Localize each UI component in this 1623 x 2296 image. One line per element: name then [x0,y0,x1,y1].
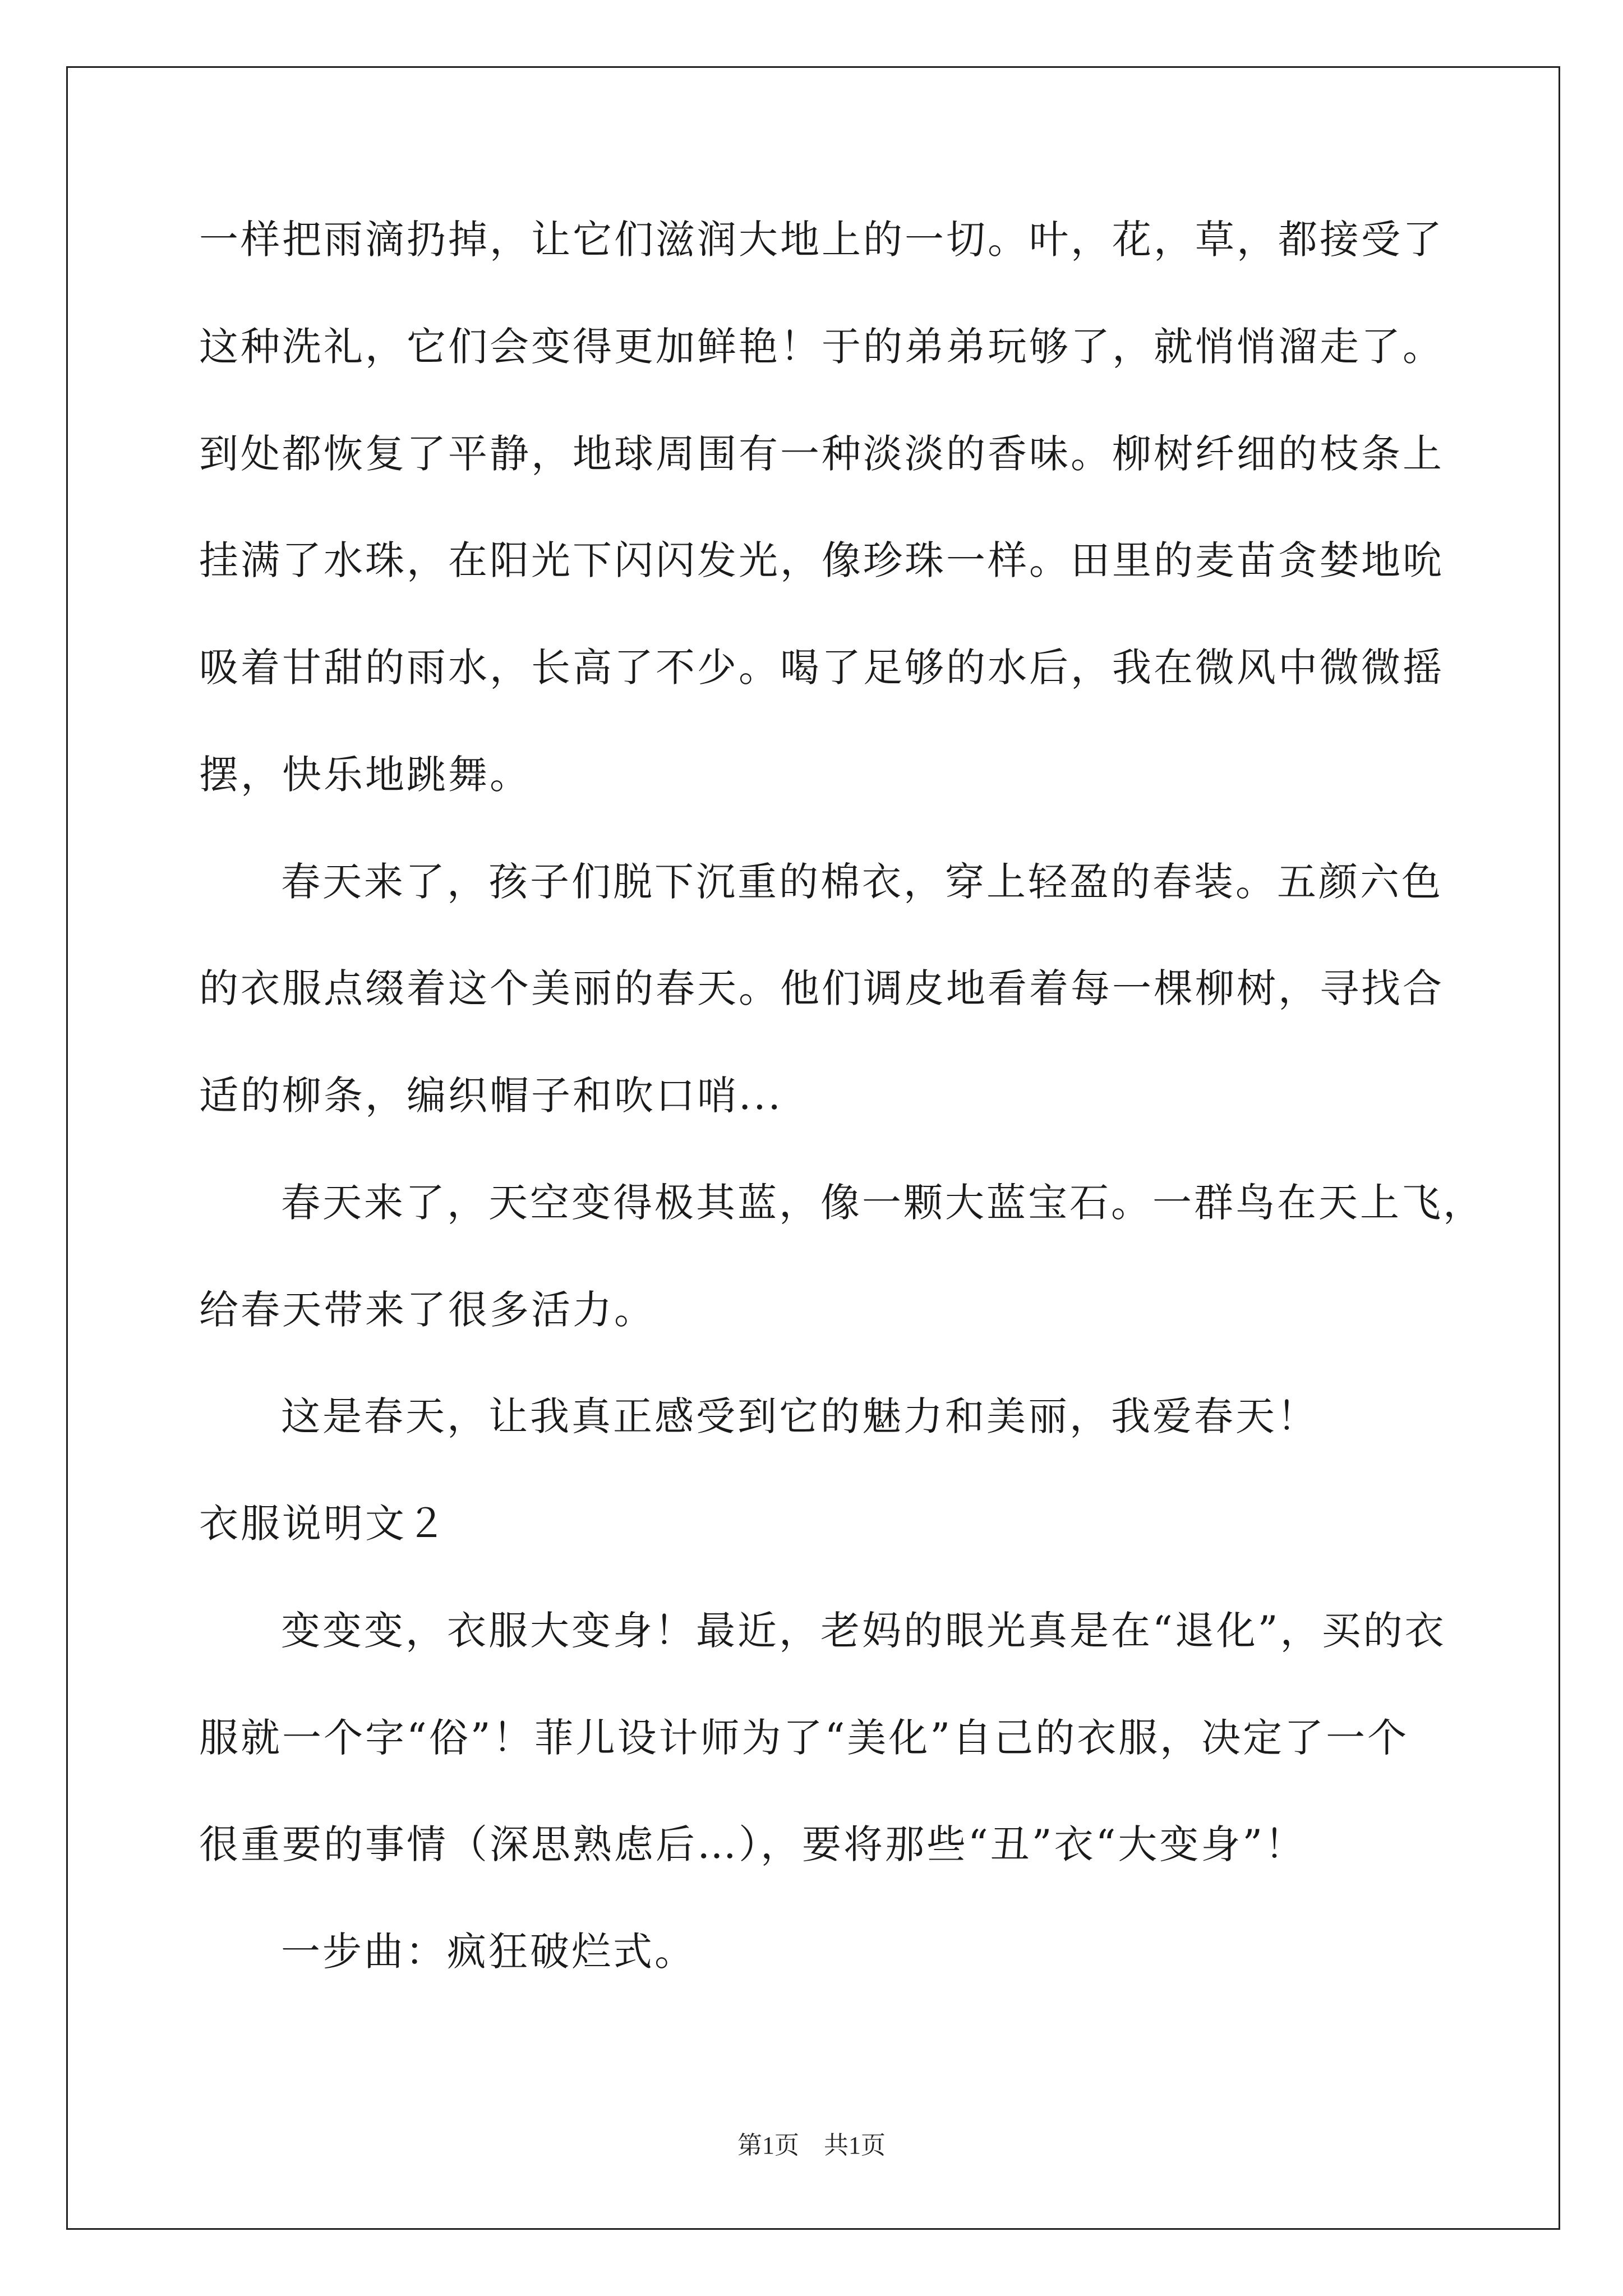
paragraph-first-line: 变变变，衣服大变身！最近，老妈的眼光真是在“退化”，买的衣 [281,1608,1446,1654]
text-line: 给春天带来了很多活力。 [199,1287,656,1333]
paragraph-first-line: 春天来了，孩子们脱下沉重的棉衣，穿上轻盈的春装。五颜六色 [281,859,1443,905]
text-line: 适的柳条，编织帽子和吹口哨... [199,1073,783,1119]
text-line: 一样把雨滴扔掉，让它们滋润大地上的一切。叶，花，草，都接受了 [199,217,1444,263]
page-number-footer: 第1页 共1页 [737,2132,886,2159]
text-line: 服就一个字“俗”！菲儿设计师为了“美化”自己的衣服，决定了一个 [199,1715,1409,1761]
text-line: 挂满了水珠，在阳光下闪闪发光，像珍珠一样。田里的麦苗贪婪地吮 [199,537,1444,583]
text-line: 这种洗礼，它们会变得更加鲜艳！于的弟弟玩够了，就悄悄溜走了。 [199,324,1444,370]
page-border [66,66,1560,2230]
text-line: 的衣服点缀着这个美丽的春天。他们调皮地看着每一棵柳树，寻找合 [199,965,1444,1011]
text-line: 很重要的事情（深思熟虑后…），要将那些“丑”衣“大变身”！ [199,1821,1307,1867]
paragraph-first-line: 春天来了，天空变得极其蓝，像一颗大蓝宝石。一群鸟在天上飞， [281,1180,1484,1226]
text-line: 吸着甘甜的雨水，长高了不少。喝了足够的水后，我在微风中微微摇 [199,645,1444,691]
paragraph-first-line: 这是春天，让我真正感受到它的魅力和美丽，我爱春天！ [281,1393,1318,1439]
paragraph-first-line: 一步曲：疯狂破烂式。 [281,1929,696,1975]
section-heading: 衣服说明文２ [199,1501,448,1547]
text-line: 摆，快乐地跳舞。 [199,752,531,798]
text-line: 到处都恢复了平静，地球周围有一种淡淡的香味。柳树纤细的枝条上 [199,431,1444,477]
